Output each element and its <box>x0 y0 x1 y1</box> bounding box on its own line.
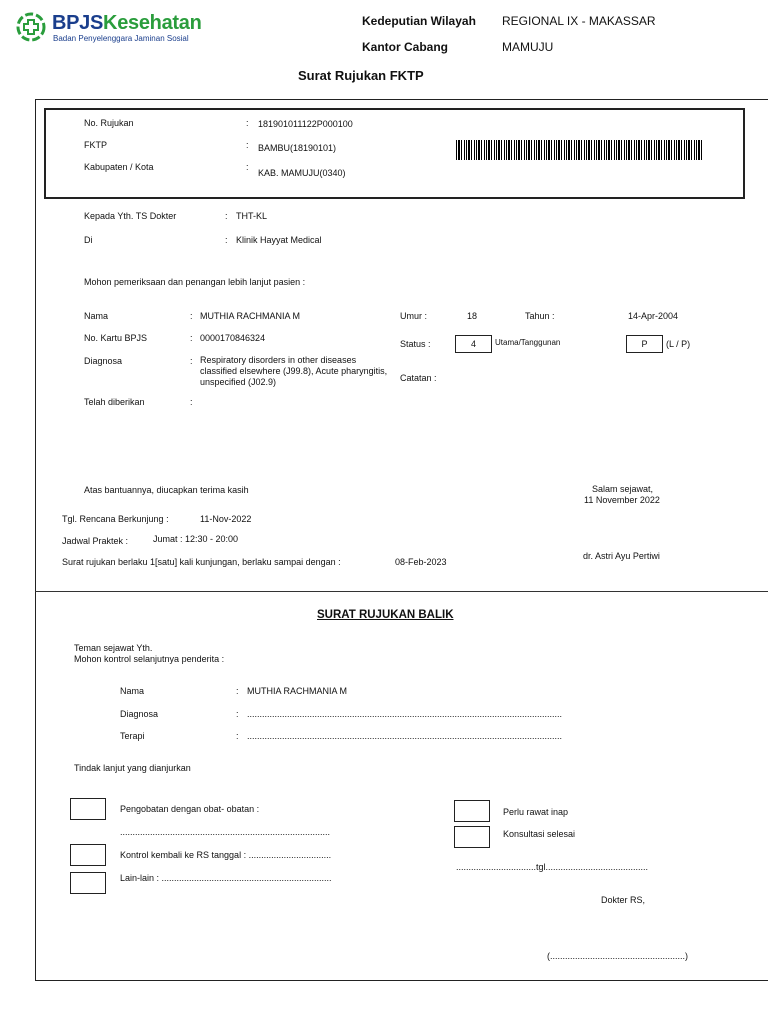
status-value: 4 <box>470 339 476 349</box>
no-rujukan-label: No. Rujukan <box>84 118 134 128</box>
colon: : <box>190 356 193 366</box>
kontrol-checkbox[interactable] <box>70 844 106 866</box>
thanks-text: Atas bantuannya, diucapkan terima kasih <box>84 485 249 495</box>
obat-checkbox[interactable] <box>70 798 106 820</box>
salam-text: Salam sejawat, <box>592 484 654 494</box>
dokter-name: dr. Astri Ayu Pertiwi <box>583 551 660 561</box>
obat-label: Pengobatan dengan obat- obatan : <box>120 804 260 814</box>
request-text: Mohon pemeriksaan dan penangan lebih lanjut pasien : <box>84 277 306 287</box>
dokter-rs-label: Dokter RS, <box>601 895 646 905</box>
nama-label: Nama <box>84 311 109 321</box>
colon: : <box>236 686 239 696</box>
colon: : <box>236 731 239 741</box>
balik-diagnosa-label: Diagnosa <box>120 709 159 719</box>
page-title: Surat Rujukan FKTP <box>298 68 424 83</box>
lain-label: Lain-lain : .................................................................... <box>120 873 332 883</box>
rencana-label: Tgl. Rencana Berkunjung : <box>62 514 169 524</box>
balik-nama-value: MUTHIA RACHMANIA M <box>247 686 348 696</box>
colon: : <box>225 211 228 221</box>
rencana-value: 11-Nov-2022 <box>200 514 252 524</box>
kepada-value: THT-KL <box>236 211 268 221</box>
obat-line: .................................................................................... <box>120 827 331 837</box>
diagnosa-label: Diagnosa <box>84 356 123 366</box>
lain-checkbox[interactable] <box>70 872 106 894</box>
balik-title: SURAT RUJUKAN BALIK <box>317 609 454 621</box>
tahun-label: Tahun : <box>525 311 555 321</box>
kabupaten-value: KAB. MAMUJU(0340) <box>258 168 346 178</box>
sex-value: P <box>641 339 648 349</box>
status-box <box>455 335 492 353</box>
kantor-value: MAMUJU <box>502 40 554 54</box>
kartu-value: 0000170846324 <box>200 333 266 343</box>
fktp-label: FKTP <box>84 140 108 150</box>
balik-terapi-label: Terapi <box>120 731 145 741</box>
colon: : <box>190 397 193 407</box>
referral-barcode <box>456 140 704 160</box>
berlaku-value: 08-Feb-2023 <box>395 557 447 567</box>
colon: : <box>225 235 228 245</box>
no-rujukan-value: 181901011122P000100 <box>258 119 353 129</box>
konsul-label: Konsultasi selesai <box>503 829 576 839</box>
balik-terapi-line: .............................................................................................................................. <box>247 731 563 741</box>
fktp-value: BAMBU(18190101) <box>258 143 337 153</box>
status-label: Status : <box>400 339 431 349</box>
document-frame <box>35 99 768 981</box>
tahun-value: 14-Apr-2004 <box>628 311 679 321</box>
colon: : <box>190 333 193 343</box>
kabupaten-label: Kabupaten / Kota <box>84 162 154 172</box>
signature-line: (......................................................) <box>547 951 689 961</box>
mohon-kontrol-text: Mohon kontrol selanjutnya penderita : <box>74 654 225 664</box>
di-label: Di <box>84 235 93 245</box>
colon: : <box>236 709 239 719</box>
kantor-label: Kantor Cabang <box>362 40 449 54</box>
balik-diagnosa-line: .............................................................................................................................. <box>247 709 563 719</box>
balik-nama-label: Nama <box>120 686 145 696</box>
kartu-label: No. Kartu BPJS <box>84 333 148 343</box>
umur-label: Umur : <box>400 311 427 321</box>
utama-label: Utama/Tanggunan <box>495 338 561 347</box>
di-value: Klinik Hayyat Medical <box>236 235 322 245</box>
jadwal-label: Jadwal Praktek : <box>62 536 129 546</box>
berlaku-text: Surat rujukan berlaku 1[satu] kali kunjungan, berlaku sampai dengan : <box>62 557 341 567</box>
konsul-checkbox[interactable] <box>454 826 490 848</box>
teman-text: Teman sejawat Yth. <box>74 643 153 653</box>
colon: : <box>246 162 249 172</box>
colon: : <box>246 140 249 150</box>
letter-date: 11 November 2022 <box>584 495 660 505</box>
rawat-checkbox[interactable] <box>454 800 490 822</box>
tindak-text: Tindak lanjut yang dianjurkan <box>74 763 191 773</box>
jadwal-value: Jumat : 12:30 - 20:00 <box>153 534 239 544</box>
colon: : <box>246 118 249 128</box>
tgl-line: ................................tgl......................................... <box>456 862 649 872</box>
logo-subtitle: Badan Penyelenggara Jaminan Sosial <box>53 34 189 43</box>
kepada-label: Kepada Yth. TS Dokter <box>84 211 177 221</box>
sex-hint: (L / P) <box>666 339 691 349</box>
colon: : <box>190 311 193 321</box>
nama-value: MUTHIA RACHMANIA M <box>200 311 301 321</box>
kedeputian-value: REGIONAL IX - MAKASSAR <box>502 14 656 28</box>
kedeputian-label: Kedeputian Wilayah <box>362 14 476 28</box>
kontrol-label: Kontrol kembali ke RS tanggal : ................................. <box>120 850 332 860</box>
umur-value: 18 <box>467 311 478 321</box>
catatan-label: Catatan : <box>400 373 437 383</box>
logo-word-kesehatan: Kesehatan <box>103 12 202 34</box>
sex-box <box>626 335 663 353</box>
logo-word-bpjs: BPJS <box>52 12 104 34</box>
diagnosa-value: Respiratory disorders in other diseases classified elsewhere (J99.8), Acute pharyngitis, unspecified (J02.9) <box>200 355 388 387</box>
bpjs-logo-icon <box>16 12 46 42</box>
diberikan-label: Telah diberikan <box>84 397 145 407</box>
rawat-label: Perlu rawat inap <box>503 807 569 817</box>
section-divider <box>35 591 768 592</box>
